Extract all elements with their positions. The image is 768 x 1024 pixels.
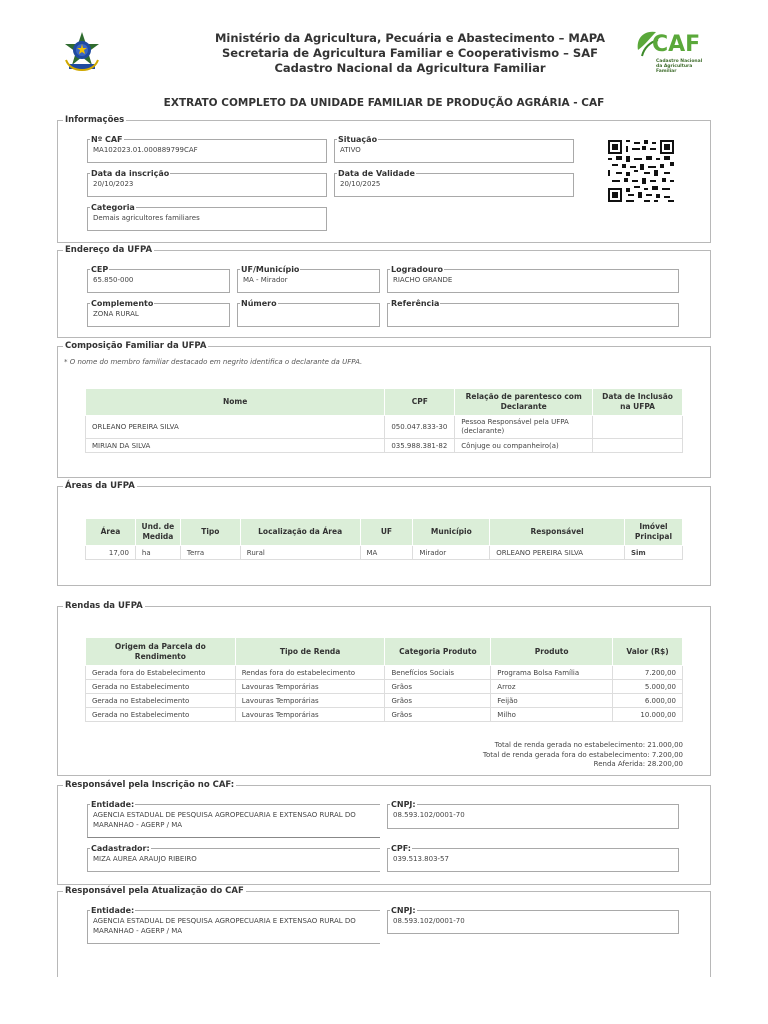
cell-data-inclusao: [593, 416, 683, 439]
col-tipo: Tipo: [180, 519, 240, 546]
field-referencia-label: Referência: [391, 299, 440, 308]
cell-localizacao: Rural: [240, 546, 360, 560]
secretariat-name: Secretaria de Agricultura Familiar e Cooperativismo – SAF: [222, 46, 598, 60]
field-categoria: [87, 203, 327, 231]
field-data-inscricao: [87, 169, 327, 197]
cell-tipo: Terra: [180, 546, 240, 560]
cell-categoria: Grãos: [385, 680, 491, 694]
field-cadastrador: [87, 844, 380, 872]
table-row: [86, 546, 683, 560]
col-relacao: Relação de parentesco com Declarante: [455, 389, 593, 416]
field-cnpj-atualizacao-value: 08.593.102/0001-70: [393, 917, 465, 925]
cell-municipio: Mirador: [413, 546, 490, 560]
field-uf-municipio-label: UF/Município: [241, 265, 300, 274]
col-cpf: CPF: [385, 389, 455, 416]
field-entidade-inscricao-label: Entidade:: [91, 800, 135, 809]
caf-logo-subtitle: [656, 59, 708, 74]
field-uf-municipio: [237, 265, 380, 293]
col-municipio: Município: [413, 519, 490, 546]
cell-tipo-renda: Rendas fora do estabelecimento: [235, 666, 385, 680]
cell-produto: Milho: [491, 708, 613, 722]
cell-tipo-renda: Lavouras Temporárias: [235, 708, 385, 722]
areas-table: [85, 518, 683, 560]
field-n-caf-label: Nº CAF: [91, 135, 123, 144]
cell-origem: Gerada no Estabelecimento: [86, 694, 236, 708]
col-data-inclusao: Data de Inclusão na UFPA: [593, 389, 683, 416]
field-cnpj-inscricao: [387, 800, 679, 829]
cell-uf: MA: [360, 546, 413, 560]
field-cadastrador-label: Cadastrador:: [91, 844, 150, 853]
cell-categoria: Grãos: [385, 694, 491, 708]
field-data-validade: [334, 169, 574, 197]
field-categoria-value: Demais agricultores familiares: [93, 214, 200, 222]
field-logradouro-label: Logradouro: [391, 265, 444, 274]
field-data-validade-value: 20/10/2025: [340, 180, 381, 188]
field-cpf-cadastrador-label: CPF:: [391, 844, 411, 853]
cell-valor: 7.200,00: [613, 666, 683, 680]
field-cpf-cadastrador-value: 039.513.803-57: [393, 855, 449, 863]
field-cep: [87, 265, 230, 293]
cell-nome: ORLEANO PEREIRA SILVA: [86, 416, 385, 439]
cell-origem: Gerada fora do Estabelecimento: [86, 666, 236, 680]
col-tipo-renda: Tipo de Renda: [235, 638, 385, 666]
document-title: EXTRATO COMPLETO DA UNIDADE FAMILIAR DE PRODUÇÃO AGRÁRIA - CAF: [163, 97, 605, 109]
system-name: Cadastro Nacional da Agricultura Familiar: [274, 61, 546, 75]
col-area: Área: [86, 519, 136, 546]
field-cnpj-atualizacao-label: CNPJ:: [391, 906, 416, 915]
cell-relacao: Cônjuge ou companheiro(a): [455, 439, 593, 453]
field-numero: [237, 299, 380, 327]
col-nome: Nome: [86, 389, 385, 416]
col-imovel-principal: Imóvel Principal: [624, 519, 682, 546]
field-cep-value: 65.850-000: [93, 276, 134, 284]
section-informacoes-legend: Informações: [65, 115, 125, 125]
ministry-name: Ministério da Agricultura, Pecuária e Abastecimento – MAPA: [214, 31, 606, 45]
field-numero-label: Número: [241, 299, 277, 308]
table-row: [86, 708, 683, 722]
col-origem: Origem da Parcela do Rendimento: [86, 638, 236, 666]
caf-logo-sub2: da Agricultura Familiar: [656, 64, 693, 74]
cell-origem: Gerada no Estabelecimento: [86, 708, 236, 722]
field-situacao-value: ATIVO: [340, 146, 361, 154]
field-logradouro-value: RIACHO GRANDE: [393, 276, 453, 284]
qr-code: [608, 140, 674, 202]
cell-valor: 5.000,00: [613, 680, 683, 694]
total-no-estabelecimento: Total de renda gerada no estabelecimento: 21.000,00: [494, 741, 683, 749]
col-responsavel: Responsável: [490, 519, 625, 546]
renda-aferida: Renda Aferida: 28.200,00: [593, 760, 683, 768]
cell-nome: MIRIAN DA SILVA: [86, 439, 385, 453]
section-endereco-legend: Endereço da UFPA: [65, 245, 153, 255]
field-cnpj-inscricao-label: CNPJ:: [391, 800, 416, 809]
composicao-note: * O nome do membro familiar destacado em negrito identifica o declarante da UFPA.: [64, 358, 363, 366]
table-row: [86, 680, 683, 694]
field-complemento-label: Complemento: [91, 299, 154, 308]
rendas-table: [85, 637, 683, 722]
cell-produto: Programa Bolsa Família: [491, 666, 613, 680]
section-rendas-legend: Rendas da UFPA: [65, 601, 143, 611]
section-resp-inscricao-legend: Responsável pela Inscrição no CAF:: [65, 780, 235, 790]
field-referencia: [387, 299, 679, 327]
brazil-coat-of-arms-logo: [60, 30, 104, 74]
cell-produto: Feijão: [491, 694, 613, 708]
col-valor: Valor (R$): [613, 638, 683, 666]
field-entidade-atualizacao-label: Entidade:: [91, 906, 135, 915]
field-situacao-label: Situação: [338, 135, 378, 144]
table-row: [86, 694, 683, 708]
caf-logo: [634, 28, 708, 78]
table-row: [86, 416, 683, 439]
composicao-table: [85, 388, 683, 453]
col-categoria-produto: Categoria Produto: [385, 638, 491, 666]
field-complemento-value: ZONA RURAL: [93, 310, 139, 318]
field-data-validade-label: Data de Validade: [338, 169, 415, 178]
cell-produto: Arroz: [491, 680, 613, 694]
cell-imovel-principal: Sim: [624, 546, 682, 560]
section-areas-legend: Áreas da UFPA: [65, 481, 135, 491]
field-entidade-atualizacao: [87, 906, 380, 944]
field-data-inscricao-value: 20/10/2023: [93, 180, 134, 188]
field-uf-municipio-value: MA - Mirador: [243, 276, 288, 284]
field-entidade-inscricao: [87, 800, 380, 838]
cell-area: 17,00: [86, 546, 136, 560]
field-entidade-inscricao-value: AGENCIA ESTADUAL DE PESQUISA AGROPECUARIA E EXTENSAO RURAL DO MARANHAO - AGERP / MA: [93, 811, 356, 829]
section-resp-atualizacao-legend: Responsável pela Atualização do CAF: [65, 886, 244, 896]
col-localizacao: Localização da Área: [240, 519, 360, 546]
table-row: [86, 439, 683, 453]
cell-tipo-renda: Lavouras Temporárias: [235, 680, 385, 694]
table-row: [86, 666, 683, 680]
cell-relacao: Pessoa Responsável pela UFPA (declarante): [455, 416, 593, 439]
caf-logo-sub1: Cadastro Nacional: [656, 59, 703, 64]
cell-categoria: Benefícios Sociais: [385, 666, 491, 680]
field-cadastrador-value: MIZA AUREA ARAUJO RIBEIRO: [93, 855, 197, 863]
section-composicao-legend: Composição Familiar da UFPA: [65, 341, 207, 351]
field-n-caf: [87, 135, 327, 163]
caf-logo-text: CAF: [652, 32, 701, 57]
field-cnpj-inscricao-value: 08.593.102/0001-70: [393, 811, 465, 819]
field-cep-label: CEP: [91, 265, 109, 274]
cell-tipo-renda: Lavouras Temporárias: [235, 694, 385, 708]
field-cpf-cadastrador: [387, 844, 679, 872]
field-complemento: [87, 299, 230, 327]
field-n-caf-value: MA102023.01.000889799CAF: [93, 146, 198, 154]
rendas-totals: [483, 741, 683, 770]
col-uf: UF: [360, 519, 413, 546]
cell-valor: 6.000,00: [613, 694, 683, 708]
col-und-medida: Und. de Medida: [135, 519, 180, 546]
cell-responsavel: ORLEANO PEREIRA SILVA: [490, 546, 625, 560]
cell-cpf: 050.047.833-30: [385, 416, 455, 439]
cell-categoria: Grãos: [385, 708, 491, 722]
cell-und-medida: ha: [135, 546, 180, 560]
field-situacao: [334, 135, 574, 163]
cell-origem: Gerada no Estabelecimento: [86, 680, 236, 694]
field-entidade-atualizacao-value: AGENCIA ESTADUAL DE PESQUISA AGROPECUARIA E EXTENSAO RURAL DO MARANHAO - AGERP / MA: [93, 917, 356, 935]
field-logradouro: [387, 265, 679, 293]
cell-cpf: 035.988.381-82: [385, 439, 455, 453]
field-categoria-label: Categoria: [91, 203, 135, 212]
cell-valor: 10.000,00: [613, 708, 683, 722]
col-produto: Produto: [491, 638, 613, 666]
field-cnpj-atualizacao: [387, 906, 679, 934]
total-fora-estabelecimento: Total de renda gerada fora do estabelecimento: 7.200,00: [482, 750, 683, 759]
cell-data-inclusao: [593, 439, 683, 453]
field-data-inscricao-label: Data da inscrição: [91, 169, 170, 178]
